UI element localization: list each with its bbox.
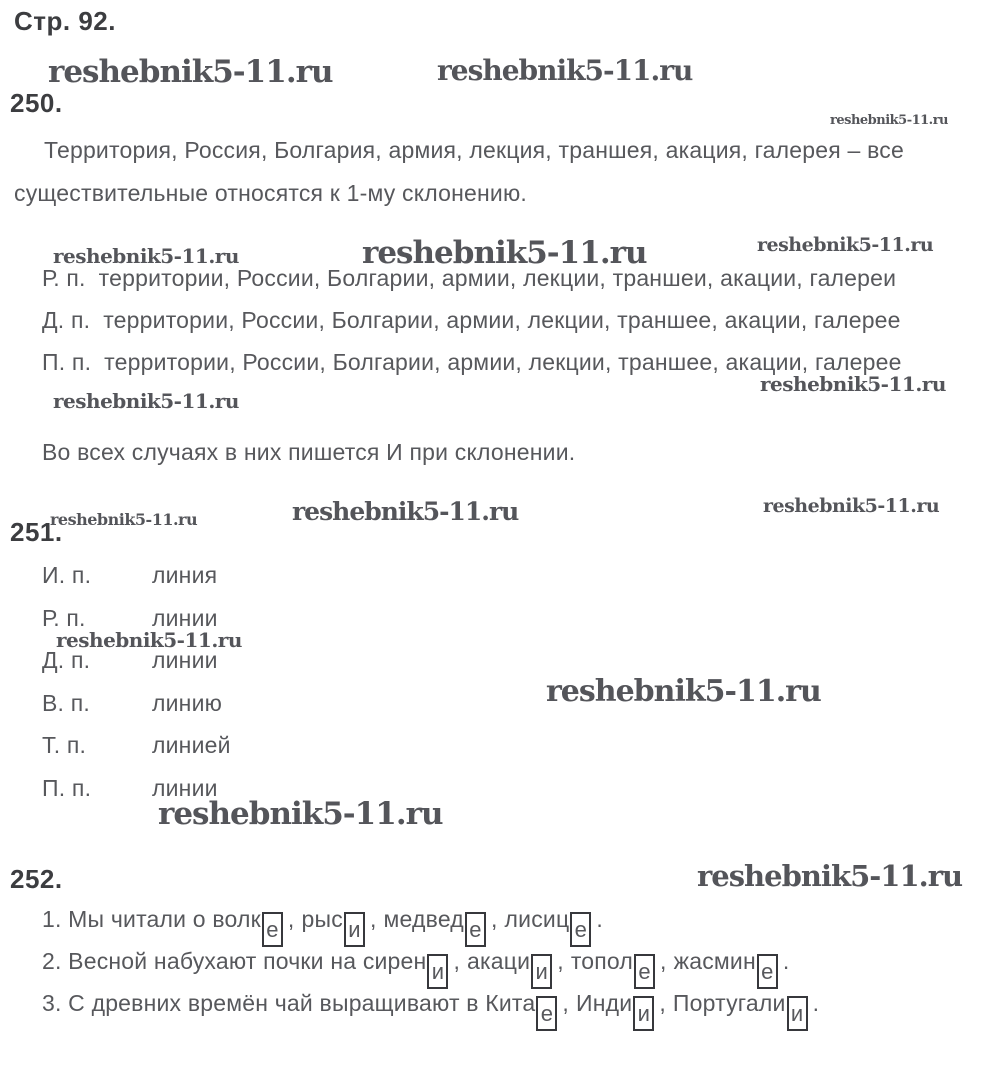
- case-label: Д. п.: [42, 307, 91, 333]
- boxed-ending: е: [757, 954, 778, 989]
- declined-word: линии: [152, 605, 218, 631]
- boxed-ending: и: [427, 954, 448, 989]
- case-label: Р. п.: [42, 605, 86, 631]
- watermark: reshebnik5-11.ru: [760, 372, 946, 396]
- sentence-prefix: 2. Весной набухают почки на: [42, 948, 363, 974]
- watermark: reshebnik5-11.ru: [50, 510, 198, 529]
- boxed-ending: и: [633, 996, 654, 1031]
- declined-word: линией: [152, 732, 231, 758]
- word-stem: Кита: [485, 990, 536, 1016]
- watermark: reshebnik5-11.ru: [830, 113, 949, 128]
- word-stem: Инди: [576, 990, 633, 1016]
- word-stem: волк: [212, 906, 261, 932]
- task-251-number: 251.: [10, 517, 63, 547]
- declension-row: [42, 605, 218, 632]
- watermark: reshebnik5-11.ru: [697, 859, 963, 893]
- watermark: reshebnik5-11.ru: [757, 234, 934, 256]
- sentence-prefix: 1. Мы читали о: [42, 906, 213, 932]
- declension-row: [42, 732, 231, 759]
- watermark: reshebnik5-11.ru: [546, 674, 821, 709]
- task-250-intro-line-2: существительные относятся к 1-му склонению.: [14, 180, 528, 206]
- comma: ,: [562, 990, 569, 1016]
- comma: ,: [557, 948, 564, 974]
- boxed-ending: и: [787, 996, 808, 1031]
- page-number-heading: Стр. 92.: [14, 6, 116, 36]
- comma: ,: [369, 906, 377, 932]
- case-label: Т. п.: [42, 732, 87, 758]
- watermark: reshebnik5-11.ru: [53, 389, 239, 413]
- sentence-1: [42, 906, 610, 947]
- declined-word: линия: [152, 562, 218, 588]
- word-stem: топол: [570, 948, 634, 974]
- boxed-ending: и: [531, 954, 552, 989]
- task-250-intro-line-1: Территория, Россия, Болгария, армия, лекция, траншея, акация, галерея – все: [44, 137, 904, 163]
- period: .: [812, 990, 820, 1016]
- declension-row: [42, 775, 218, 802]
- case-words: территории, России, Болгарии, армии, лекции, траншее, акации, галерее: [103, 307, 901, 333]
- boxed-ending: е: [262, 912, 283, 947]
- watermark: reshebnik5-11.ru: [158, 796, 443, 832]
- comma: ,: [490, 906, 498, 932]
- comma: ,: [660, 948, 667, 974]
- task-250-number: 250.: [10, 88, 63, 118]
- boxed-ending: е: [465, 912, 486, 947]
- declension-row: [42, 562, 217, 589]
- case-row-genitive: [42, 265, 896, 292]
- comma: ,: [659, 990, 666, 1016]
- word-stem: рыс: [301, 906, 343, 932]
- case-row-dative: [42, 307, 901, 334]
- case-words: территории, России, Болгарии, армии, лекции, траншее, акации, галерее: [104, 349, 902, 375]
- watermark: reshebnik5-11.ru: [437, 54, 693, 87]
- task-250-conclusion: Во всех случаях в них пишется И при склонении.: [42, 439, 576, 465]
- period: .: [782, 948, 790, 974]
- case-label: П. п.: [42, 775, 92, 801]
- period: .: [596, 906, 603, 932]
- watermark: reshebnik5-11.ru: [362, 235, 647, 271]
- case-label: В. п.: [42, 690, 90, 716]
- declined-word: линии: [152, 647, 218, 673]
- declined-word: линии: [152, 775, 218, 801]
- case-words: территории, России, Болгарии, армии, лекции, траншеи, акации, галереи: [98, 265, 897, 291]
- boxed-ending: е: [634, 954, 655, 989]
- watermark: reshebnik5-11.ru: [48, 54, 333, 90]
- word-stem: сирен: [362, 948, 427, 974]
- sentence-3: [42, 990, 826, 1031]
- boxed-ending: и: [344, 912, 365, 947]
- sentence-prefix: 3. С древних времён чай выращивают в: [42, 990, 486, 1016]
- case-row-prepositional: [42, 349, 902, 376]
- declension-row: [42, 690, 222, 717]
- watermark: reshebnik5-11.ru: [292, 497, 519, 526]
- declined-word: линию: [152, 690, 223, 716]
- word-stem: Португали: [672, 990, 786, 1016]
- case-label: Д. п.: [42, 647, 91, 673]
- task-252-number: 252.: [10, 864, 63, 894]
- declension-row: [42, 647, 218, 674]
- case-label: Р. п.: [42, 265, 86, 291]
- comma: ,: [453, 948, 461, 974]
- case-label: П. п.: [42, 349, 92, 375]
- boxed-ending: е: [536, 996, 557, 1031]
- word-stem: медвед: [383, 906, 464, 932]
- comma: ,: [287, 906, 295, 932]
- word-stem: лисиц: [504, 906, 570, 932]
- watermark: reshebnik5-11.ru: [763, 495, 940, 517]
- boxed-ending: е: [570, 912, 591, 947]
- watermark: reshebnik5-11.ru: [56, 628, 242, 652]
- word-stem: акаци: [467, 948, 531, 974]
- word-stem: жасмин: [673, 948, 756, 974]
- watermark: reshebnik5-11.ru: [53, 244, 239, 268]
- sentence-2: [42, 948, 796, 989]
- case-label: И. п.: [42, 562, 92, 588]
